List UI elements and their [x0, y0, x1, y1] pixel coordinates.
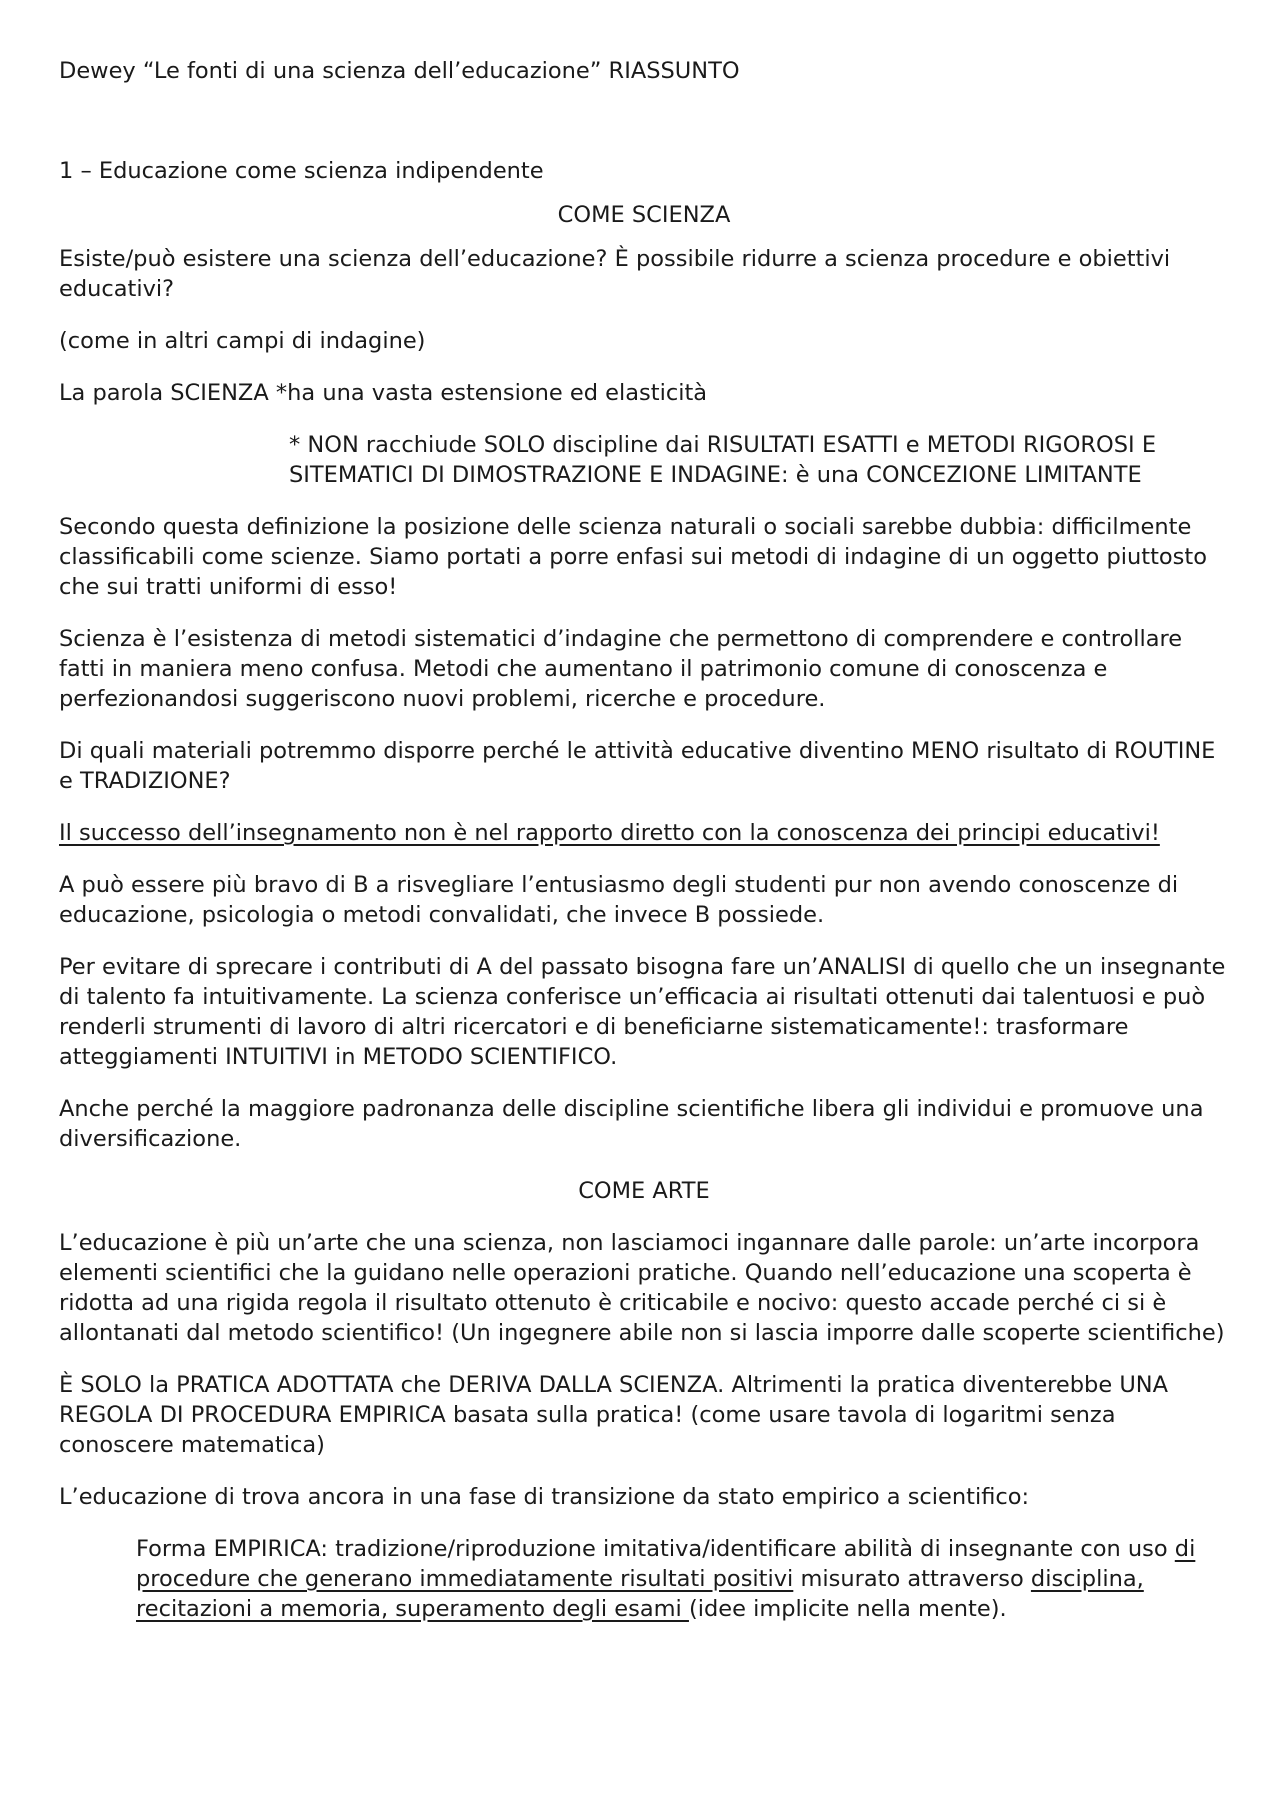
paragraph: Esiste/può esistere una scienza dell’educazione? È possibile ridurre a scienza procedure e obiettivi educativi?: [59, 246, 1171, 302]
paragraph: È SOLO la PRATICA ADOTTATA che DERIVA DALLA SCIENZA. Altrimenti la pratica diventerebbe UNA REGOLA DI PROCEDURA EMPIRICA basata sulla pratica! (come usare tavola di logaritmi senza conoscere matematica): [59, 1372, 1169, 1458]
heading-come-scienza: COME SCIENZA: [557, 202, 731, 228]
document-title: Dewey “Le fonti di una scienza dell’educazione” RIASSUNTO: [59, 58, 740, 84]
paragraph: L’educazione è più un’arte che una scienza, non lasciamoci ingannare dalle parole: un’arte incorpora elementi scientifici che la guidano nelle operazioni pratiche. Quando nell’educazione una scoperta è ridotta ad una rigida regola il risultato ottenuto è criticabile e nocivo: questo accade perché ci si è allontanati dal metodo scientifico! (Un ingegnere abile non si lascia imporre dalle scoperte scientifiche): [59, 1230, 1225, 1346]
underlined-text: disciplina, recitazioni a memoria, superamento degli esami: [136, 1566, 1144, 1622]
paragraph: L’educazione di trova ancora in una fase di transizione da stato empirico a scientifico:: [59, 1484, 1030, 1510]
paragraph: La parola SCIENZA *ha una vasta estensione ed elasticità: [59, 380, 708, 406]
paragraph-indented: * NON racchiude SOLO discipline dai RISULTATI ESATTI e METODI RIGOROSI E SITEMATICI DI DIMOSTRAZIONE E INDAGINE: è una CONCEZIONE LIMITANTE: [289, 432, 1157, 488]
heading-come-arte: COME ARTE: [578, 1178, 710, 1204]
text-run: misurato attraverso: [793, 1566, 1031, 1592]
text-run: (idee implicite nella mente).: [688, 1596, 1007, 1622]
paragraph-empirical-form: [136, 1534, 1229, 1624]
paragraph: Per evitare di sprecare i contributi di A del passato bisogna fare un’ANALISI di quello che un insegnante di talento fa intuitivamente. La scienza conferisce un’efficacia ai risultati ottenuti dai talentuosi e può renderli strumenti di lavoro di altri ricercatori e di beneficiarne sistematicamente!: trasformare atteggiamenti INTUITIVI in METODO SCIENTIFICO.: [59, 954, 1226, 1070]
section-heading: 1 – Educazione come scienza indipendente: [59, 158, 544, 184]
paragraph: A può essere più bravo di B a risvegliare l’entusiasmo degli studenti pur non avendo conoscenze di educazione, psicologia o metodi convalidati, che invece B possiede.: [59, 872, 1179, 928]
underlined-text: di procedure che generano immediatamente risultati positivi: [136, 1536, 1196, 1592]
paragraph: Di quali materiali potremmo disporre perché le attività educative diventino MENO risultato di ROUTINE e TRADIZIONE?: [59, 738, 1216, 794]
paragraph: (come in altri campi di indagine): [59, 328, 426, 354]
paragraph: Anche perché la maggiore padronanza delle discipline scientifiche libera gli individui e promuove una diversificazione.: [59, 1096, 1204, 1152]
paragraph: Secondo questa definizione la posizione delle scienza naturali o sociali sarebbe dubbia: difficilmente classificabili come scienze. Siamo portati a porre enfasi sui metodi di indagine di un oggetto piuttosto che sui tratti uniformi di esso!: [59, 514, 1207, 600]
text-run: Forma EMPIRICA: tradizione/riproduzione imitativa/identificare abilità di insegnante con uso: [136, 1536, 1175, 1562]
paragraph: Scienza è l’esistenza di metodi sistematici d’indagine che permettono di comprendere e controllare fatti in maniera meno confusa. Metodi che aumentano il patrimonio comune di conoscenza e perfezionandosi suggeriscono nuovi problemi, ricerche e procedure.: [59, 626, 1183, 712]
underlined-statement: Il successo dell’insegnamento non è nel rapporto diretto con la conoscenza dei principi educativi!: [59, 820, 1160, 846]
